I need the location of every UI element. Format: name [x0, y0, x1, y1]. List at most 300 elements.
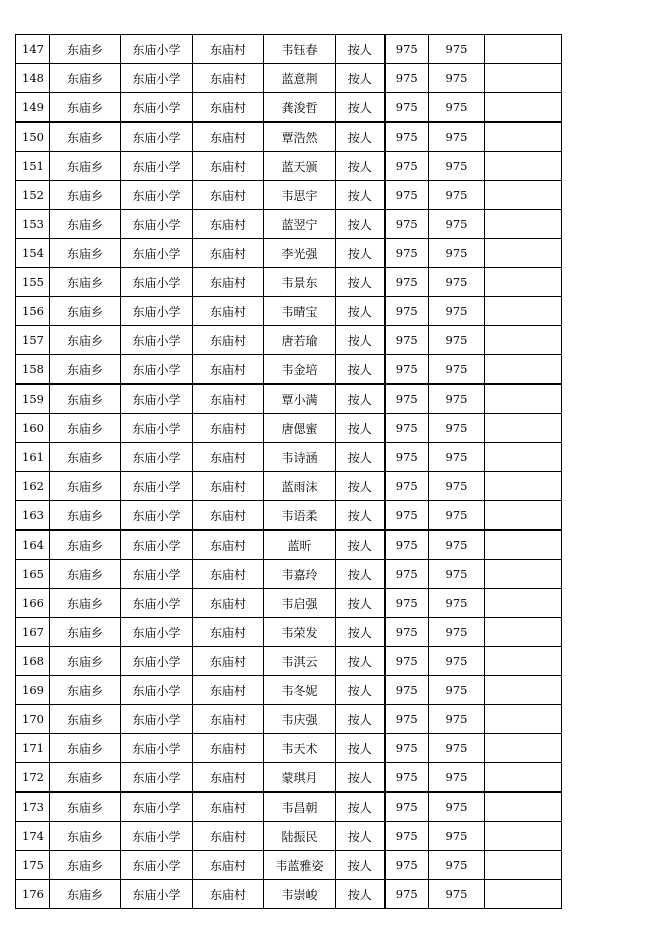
- cell-school: 东庙小学: [121, 822, 193, 851]
- cell-number: 176: [16, 880, 50, 909]
- cell-school: 东庙小学: [121, 501, 193, 531]
- table-row: [16, 268, 562, 297]
- table-row: [16, 384, 562, 414]
- cell-subsidy-type: 按人: [336, 239, 385, 268]
- cell-school: 东庙小学: [121, 181, 193, 210]
- cell-village: 东庙村: [193, 35, 264, 64]
- cell-school: 东庙小学: [121, 384, 193, 414]
- table-row: [16, 414, 562, 443]
- cell-student-name: 韦思宇: [264, 181, 336, 210]
- cell-amount: 975: [385, 763, 429, 793]
- cell-school: 东庙小学: [121, 851, 193, 880]
- cell-number: 166: [16, 589, 50, 618]
- table-row: [16, 64, 562, 93]
- cell-school: 东庙小学: [121, 268, 193, 297]
- cell-village: 东庙村: [193, 501, 264, 531]
- table-row: [16, 122, 562, 152]
- cell-note: [485, 297, 562, 326]
- cell-student-name: 龚浚哲: [264, 93, 336, 123]
- cell-school: 东庙小学: [121, 122, 193, 152]
- cell-amount-total: 975: [429, 35, 485, 64]
- cell-township: 东庙乡: [50, 501, 121, 531]
- cell-number: 167: [16, 618, 50, 647]
- cell-amount-total: 975: [429, 647, 485, 676]
- cell-number: 170: [16, 705, 50, 734]
- cell-village: 东庙村: [193, 472, 264, 501]
- cell-student-name: 蓝天颁: [264, 152, 336, 181]
- cell-subsidy-type: 按人: [336, 64, 385, 93]
- cell-subsidy-type: 按人: [336, 297, 385, 326]
- cell-amount-total: 975: [429, 472, 485, 501]
- cell-amount: 975: [385, 880, 429, 909]
- table-row: [16, 326, 562, 355]
- cell-number: 173: [16, 792, 50, 822]
- cell-village: 东庙村: [193, 763, 264, 793]
- cell-village: 东庙村: [193, 64, 264, 93]
- cell-amount-total: 975: [429, 152, 485, 181]
- cell-village: 东庙村: [193, 93, 264, 123]
- cell-amount: 975: [385, 152, 429, 181]
- cell-village: 东庙村: [193, 734, 264, 763]
- cell-number: 151: [16, 152, 50, 181]
- cell-school: 东庙小学: [121, 472, 193, 501]
- cell-amount: 975: [385, 326, 429, 355]
- cell-amount: 975: [385, 414, 429, 443]
- cell-village: 东庙村: [193, 239, 264, 268]
- table-row: [16, 792, 562, 822]
- cell-amount-total: 975: [429, 326, 485, 355]
- table-row: [16, 443, 562, 472]
- cell-village: 东庙村: [193, 560, 264, 589]
- cell-note: [485, 268, 562, 297]
- cell-student-name: 韦景东: [264, 268, 336, 297]
- cell-amount: 975: [385, 560, 429, 589]
- cell-note: [485, 851, 562, 880]
- cell-amount-total: 975: [429, 822, 485, 851]
- cell-subsidy-type: 按人: [336, 676, 385, 705]
- cell-amount: 975: [385, 822, 429, 851]
- cell-number: 169: [16, 676, 50, 705]
- cell-school: 东庙小学: [121, 705, 193, 734]
- cell-school: 东庙小学: [121, 64, 193, 93]
- cell-student-name: 唐若瑜: [264, 326, 336, 355]
- cell-student-name: 韦金培: [264, 355, 336, 385]
- cell-note: [485, 880, 562, 909]
- cell-number: 168: [16, 647, 50, 676]
- cell-student-name: 韦崇峻: [264, 880, 336, 909]
- cell-township: 东庙乡: [50, 93, 121, 123]
- cell-amount: 975: [385, 93, 429, 123]
- cell-village: 东庙村: [193, 268, 264, 297]
- cell-amount: 975: [385, 181, 429, 210]
- cell-township: 东庙乡: [50, 880, 121, 909]
- cell-number: 165: [16, 560, 50, 589]
- table-row: [16, 152, 562, 181]
- cell-number: 172: [16, 763, 50, 793]
- cell-note: [485, 822, 562, 851]
- cell-township: 东庙乡: [50, 530, 121, 560]
- cell-village: 东庙村: [193, 589, 264, 618]
- table-row: [16, 501, 562, 531]
- table-body: [16, 35, 562, 909]
- cell-student-name: 李光强: [264, 239, 336, 268]
- cell-note: [485, 443, 562, 472]
- cell-student-name: 韦荣发: [264, 618, 336, 647]
- cell-note: [485, 414, 562, 443]
- cell-township: 东庙乡: [50, 355, 121, 385]
- cell-subsidy-type: 按人: [336, 560, 385, 589]
- cell-village: 东庙村: [193, 530, 264, 560]
- cell-note: [485, 93, 562, 123]
- cell-student-name: 韦庆强: [264, 705, 336, 734]
- cell-township: 东庙乡: [50, 122, 121, 152]
- cell-student-name: 唐偲蜜: [264, 414, 336, 443]
- cell-township: 东庙乡: [50, 239, 121, 268]
- table-row: [16, 35, 562, 64]
- cell-student-name: 蓝翌宁: [264, 210, 336, 239]
- cell-township: 东庙乡: [50, 618, 121, 647]
- cell-school: 东庙小学: [121, 210, 193, 239]
- cell-student-name: 韦启强: [264, 589, 336, 618]
- cell-township: 东庙乡: [50, 734, 121, 763]
- cell-note: [485, 355, 562, 385]
- cell-village: 东庙村: [193, 705, 264, 734]
- cell-township: 东庙乡: [50, 64, 121, 93]
- cell-note: [485, 152, 562, 181]
- cell-amount: 975: [385, 734, 429, 763]
- cell-village: 东庙村: [193, 792, 264, 822]
- roster-table: [15, 34, 562, 909]
- table-row: [16, 472, 562, 501]
- table-row: [16, 822, 562, 851]
- cell-number: 152: [16, 181, 50, 210]
- cell-school: 东庙小学: [121, 239, 193, 268]
- cell-village: 东庙村: [193, 822, 264, 851]
- cell-school: 东庙小学: [121, 152, 193, 181]
- table-row: [16, 676, 562, 705]
- cell-student-name: 蓝昕: [264, 530, 336, 560]
- cell-subsidy-type: 按人: [336, 647, 385, 676]
- table-row: [16, 851, 562, 880]
- cell-student-name: 覃浩然: [264, 122, 336, 152]
- table-row: [16, 93, 562, 123]
- cell-amount-total: 975: [429, 93, 485, 123]
- cell-note: [485, 239, 562, 268]
- cell-township: 东庙乡: [50, 589, 121, 618]
- cell-amount-total: 975: [429, 589, 485, 618]
- cell-amount-total: 975: [429, 122, 485, 152]
- cell-amount-total: 975: [429, 414, 485, 443]
- cell-subsidy-type: 按人: [336, 763, 385, 793]
- cell-school: 东庙小学: [121, 560, 193, 589]
- cell-subsidy-type: 按人: [336, 210, 385, 239]
- cell-subsidy-type: 按人: [336, 792, 385, 822]
- cell-township: 东庙乡: [50, 152, 121, 181]
- table-row: [16, 210, 562, 239]
- cell-subsidy-type: 按人: [336, 880, 385, 909]
- cell-amount: 975: [385, 472, 429, 501]
- cell-school: 东庙小学: [121, 530, 193, 560]
- cell-township: 东庙乡: [50, 851, 121, 880]
- cell-school: 东庙小学: [121, 297, 193, 326]
- cell-subsidy-type: 按人: [336, 384, 385, 414]
- cell-amount: 975: [385, 589, 429, 618]
- cell-village: 东庙村: [193, 384, 264, 414]
- cell-note: [485, 705, 562, 734]
- cell-number: 149: [16, 93, 50, 123]
- cell-township: 东庙乡: [50, 472, 121, 501]
- cell-student-name: 韦语柔: [264, 501, 336, 531]
- table-row: [16, 355, 562, 385]
- cell-subsidy-type: 按人: [336, 501, 385, 531]
- cell-note: [485, 210, 562, 239]
- cell-note: [485, 560, 562, 589]
- cell-number: 147: [16, 35, 50, 64]
- cell-number: 150: [16, 122, 50, 152]
- cell-number: 148: [16, 64, 50, 93]
- cell-school: 东庙小学: [121, 734, 193, 763]
- cell-school: 东庙小学: [121, 792, 193, 822]
- cell-township: 东庙乡: [50, 705, 121, 734]
- cell-amount-total: 975: [429, 64, 485, 93]
- cell-subsidy-type: 按人: [336, 822, 385, 851]
- cell-school: 东庙小学: [121, 93, 193, 123]
- cell-amount-total: 975: [429, 384, 485, 414]
- cell-amount: 975: [385, 384, 429, 414]
- cell-school: 东庙小学: [121, 326, 193, 355]
- cell-note: [485, 792, 562, 822]
- table-row: [16, 530, 562, 560]
- cell-township: 东庙乡: [50, 268, 121, 297]
- cell-note: [485, 647, 562, 676]
- cell-township: 东庙乡: [50, 326, 121, 355]
- cell-number: 158: [16, 355, 50, 385]
- cell-number: 175: [16, 851, 50, 880]
- cell-school: 东庙小学: [121, 355, 193, 385]
- cell-village: 东庙村: [193, 181, 264, 210]
- cell-amount: 975: [385, 268, 429, 297]
- cell-township: 东庙乡: [50, 763, 121, 793]
- cell-subsidy-type: 按人: [336, 268, 385, 297]
- cell-student-name: 韦嘉玲: [264, 560, 336, 589]
- cell-village: 东庙村: [193, 647, 264, 676]
- cell-student-name: 蓝意荆: [264, 64, 336, 93]
- cell-amount: 975: [385, 64, 429, 93]
- cell-amount-total: 975: [429, 443, 485, 472]
- cell-amount-total: 975: [429, 210, 485, 239]
- cell-amount: 975: [385, 210, 429, 239]
- cell-student-name: 韦晴宝: [264, 297, 336, 326]
- cell-amount-total: 975: [429, 676, 485, 705]
- cell-school: 东庙小学: [121, 589, 193, 618]
- cell-township: 东庙乡: [50, 384, 121, 414]
- cell-subsidy-type: 按人: [336, 355, 385, 385]
- cell-village: 东庙村: [193, 326, 264, 355]
- cell-note: [485, 472, 562, 501]
- cell-subsidy-type: 按人: [336, 35, 385, 64]
- cell-number: 160: [16, 414, 50, 443]
- cell-student-name: 韦天术: [264, 734, 336, 763]
- cell-village: 东庙村: [193, 851, 264, 880]
- table-row: [16, 589, 562, 618]
- cell-amount-total: 975: [429, 792, 485, 822]
- cell-amount: 975: [385, 122, 429, 152]
- cell-note: [485, 326, 562, 355]
- cell-note: [485, 64, 562, 93]
- cell-subsidy-type: 按人: [336, 122, 385, 152]
- cell-amount: 975: [385, 443, 429, 472]
- cell-amount-total: 975: [429, 560, 485, 589]
- cell-amount: 975: [385, 355, 429, 385]
- cell-township: 东庙乡: [50, 676, 121, 705]
- table-row: [16, 763, 562, 793]
- cell-amount-total: 975: [429, 763, 485, 793]
- cell-number: 159: [16, 384, 50, 414]
- cell-subsidy-type: 按人: [336, 326, 385, 355]
- table-row: [16, 560, 562, 589]
- cell-township: 东庙乡: [50, 414, 121, 443]
- cell-amount: 975: [385, 705, 429, 734]
- cell-school: 东庙小学: [121, 647, 193, 676]
- cell-amount-total: 975: [429, 851, 485, 880]
- cell-amount-total: 975: [429, 734, 485, 763]
- cell-note: [485, 763, 562, 793]
- cell-subsidy-type: 按人: [336, 472, 385, 501]
- cell-subsidy-type: 按人: [336, 618, 385, 647]
- cell-school: 东庙小学: [121, 414, 193, 443]
- cell-number: 161: [16, 443, 50, 472]
- cell-subsidy-type: 按人: [336, 705, 385, 734]
- table-row: [16, 239, 562, 268]
- table-row: [16, 734, 562, 763]
- cell-school: 东庙小学: [121, 763, 193, 793]
- table-row: [16, 297, 562, 326]
- cell-village: 东庙村: [193, 880, 264, 909]
- cell-village: 东庙村: [193, 676, 264, 705]
- cell-village: 东庙村: [193, 122, 264, 152]
- cell-note: [485, 734, 562, 763]
- cell-note: [485, 530, 562, 560]
- cell-township: 东庙乡: [50, 792, 121, 822]
- cell-student-name: 韦淇云: [264, 647, 336, 676]
- cell-amount-total: 975: [429, 355, 485, 385]
- cell-number: 157: [16, 326, 50, 355]
- cell-note: [485, 589, 562, 618]
- cell-village: 东庙村: [193, 297, 264, 326]
- cell-amount: 975: [385, 35, 429, 64]
- cell-village: 东庙村: [193, 414, 264, 443]
- cell-village: 东庙村: [193, 152, 264, 181]
- cell-village: 东庙村: [193, 618, 264, 647]
- cell-township: 东庙乡: [50, 560, 121, 589]
- cell-student-name: 韦冬妮: [264, 676, 336, 705]
- cell-number: 162: [16, 472, 50, 501]
- cell-school: 东庙小学: [121, 618, 193, 647]
- cell-amount-total: 975: [429, 239, 485, 268]
- cell-subsidy-type: 按人: [336, 93, 385, 123]
- cell-number: 156: [16, 297, 50, 326]
- cell-note: [485, 122, 562, 152]
- cell-number: 153: [16, 210, 50, 239]
- cell-amount: 975: [385, 676, 429, 705]
- cell-amount-total: 975: [429, 268, 485, 297]
- cell-subsidy-type: 按人: [336, 530, 385, 560]
- cell-number: 155: [16, 268, 50, 297]
- cell-student-name: 韦钰春: [264, 35, 336, 64]
- cell-amount-total: 975: [429, 618, 485, 647]
- cell-subsidy-type: 按人: [336, 851, 385, 880]
- cell-note: [485, 618, 562, 647]
- cell-subsidy-type: 按人: [336, 443, 385, 472]
- cell-amount-total: 975: [429, 705, 485, 734]
- cell-school: 东庙小学: [121, 443, 193, 472]
- cell-village: 东庙村: [193, 210, 264, 239]
- cell-amount: 975: [385, 501, 429, 531]
- cell-township: 东庙乡: [50, 181, 121, 210]
- cell-student-name: 蓝雨沫: [264, 472, 336, 501]
- cell-school: 东庙小学: [121, 676, 193, 705]
- cell-township: 东庙乡: [50, 647, 121, 676]
- cell-number: 163: [16, 501, 50, 531]
- cell-student-name: 蒙琪月: [264, 763, 336, 793]
- cell-amount: 975: [385, 647, 429, 676]
- table-row: [16, 181, 562, 210]
- cell-number: 154: [16, 239, 50, 268]
- cell-note: [485, 676, 562, 705]
- cell-amount-total: 975: [429, 297, 485, 326]
- cell-student-name: 陆振民: [264, 822, 336, 851]
- cell-township: 东庙乡: [50, 822, 121, 851]
- cell-township: 东庙乡: [50, 297, 121, 326]
- cell-amount-total: 975: [429, 501, 485, 531]
- cell-note: [485, 35, 562, 64]
- cell-amount: 975: [385, 239, 429, 268]
- cell-school: 东庙小学: [121, 880, 193, 909]
- table-row: [16, 880, 562, 909]
- table-row: [16, 705, 562, 734]
- cell-student-name: 韦诗涵: [264, 443, 336, 472]
- cell-subsidy-type: 按人: [336, 414, 385, 443]
- cell-note: [485, 384, 562, 414]
- cell-amount-total: 975: [429, 181, 485, 210]
- cell-number: 174: [16, 822, 50, 851]
- table-row: [16, 647, 562, 676]
- cell-student-name: 韦昌朝: [264, 792, 336, 822]
- cell-amount: 975: [385, 851, 429, 880]
- cell-student-name: 韦蓝雅姿: [264, 851, 336, 880]
- cell-village: 东庙村: [193, 443, 264, 472]
- cell-amount-total: 975: [429, 880, 485, 909]
- cell-school: 东庙小学: [121, 35, 193, 64]
- cell-note: [485, 181, 562, 210]
- cell-amount: 975: [385, 530, 429, 560]
- cell-amount: 975: [385, 297, 429, 326]
- cell-amount: 975: [385, 792, 429, 822]
- cell-student-name: 覃小满: [264, 384, 336, 414]
- cell-township: 东庙乡: [50, 35, 121, 64]
- cell-township: 东庙乡: [50, 210, 121, 239]
- cell-village: 东庙村: [193, 355, 264, 385]
- table-row: [16, 618, 562, 647]
- cell-subsidy-type: 按人: [336, 152, 385, 181]
- cell-note: [485, 501, 562, 531]
- cell-amount-total: 975: [429, 530, 485, 560]
- cell-subsidy-type: 按人: [336, 734, 385, 763]
- cell-subsidy-type: 按人: [336, 589, 385, 618]
- cell-number: 171: [16, 734, 50, 763]
- cell-amount: 975: [385, 618, 429, 647]
- cell-township: 东庙乡: [50, 443, 121, 472]
